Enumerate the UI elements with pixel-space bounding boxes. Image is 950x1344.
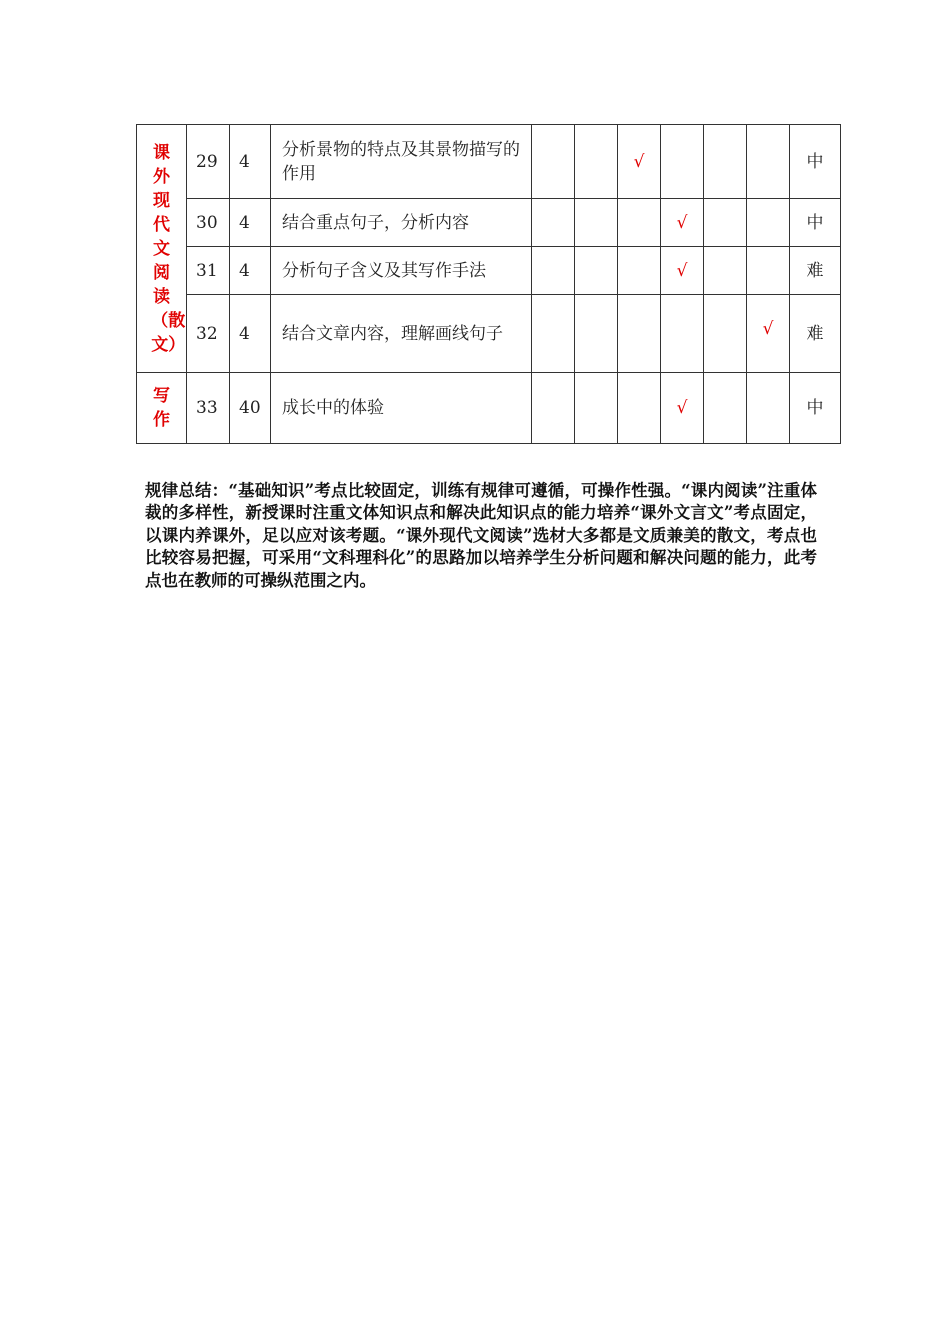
check-cell [747, 125, 790, 199]
check-cell [704, 199, 747, 247]
check-cell [747, 247, 790, 295]
question-score: 4 [230, 295, 271, 373]
check-cell [747, 199, 790, 247]
check-cell [661, 125, 704, 199]
question-number: 30 [187, 199, 230, 247]
section-label-writing: 写作 [137, 373, 187, 444]
check-cell [747, 373, 790, 444]
check-cell [618, 247, 661, 295]
check-cell [661, 247, 704, 295]
question-score: 4 [230, 199, 271, 247]
table-row [137, 125, 841, 199]
check-cell [575, 199, 618, 247]
question-content: 分析句子含义及其写作手法 [271, 247, 532, 295]
table-row [137, 295, 841, 373]
question-content: 分析景物的特点及其景物描写的作用 [271, 125, 532, 199]
check-cell [618, 125, 661, 199]
check-cell [575, 373, 618, 444]
check-mark-icon: √ [676, 398, 688, 418]
difficulty: 难 [790, 247, 841, 295]
check-cell [575, 247, 618, 295]
section-label-reading: 课外现代文阅读（散文） [137, 125, 187, 373]
question-number: 32 [187, 295, 230, 373]
question-score: 40 [230, 373, 271, 444]
check-mark-icon: √ [676, 260, 688, 281]
difficulty: 中 [790, 199, 841, 247]
check-mark-icon: √ [676, 212, 688, 233]
question-number: 33 [187, 373, 230, 444]
difficulty: 中 [790, 125, 841, 199]
check-cell [532, 373, 575, 444]
table-row [137, 199, 841, 247]
check-cell [661, 295, 704, 373]
check-cell [575, 125, 618, 199]
check-cell [618, 199, 661, 247]
check-cell [747, 295, 790, 373]
check-cell [661, 373, 704, 444]
check-cell [704, 373, 747, 444]
check-cell [661, 199, 704, 247]
question-number: 29 [187, 125, 230, 199]
question-number: 31 [187, 247, 230, 295]
question-score: 4 [230, 247, 271, 295]
check-cell [532, 125, 575, 199]
table-row [137, 247, 841, 295]
question-score: 4 [230, 125, 271, 199]
question-content: 结合文章内容，理解画线句子 [271, 295, 532, 373]
check-cell [704, 247, 747, 295]
check-cell [704, 125, 747, 199]
check-cell [618, 295, 661, 373]
check-cell [618, 373, 661, 444]
summary-paragraph: 规律总结：“基础知识”考点比较固定，训练有规律可遵循，可操作性强。“课内阅读”注重体裁的多样性，新授课时注重文体知识点和解决此知识点的能力培养“课外文言文”考点固定，以课内养课外，足以应对该考题。“课外现代文阅读”选材大多都是文质兼美的散文，考点也比较容易把握，可采用“文科理科化”的思路加以培养学生分析问题和解决问题的能力，此考点也在教师的可操纵范围之内。 [145, 480, 817, 590]
check-cell [704, 295, 747, 373]
question-content: 成长中的体验 [271, 373, 532, 444]
check-mark-icon: √ [633, 151, 645, 172]
difficulty: 难 [790, 295, 841, 373]
question-content: 结合重点句子，分析内容 [271, 199, 532, 247]
check-mark-icon: √ [762, 319, 774, 339]
exam-analysis-table [136, 124, 841, 444]
check-cell [532, 295, 575, 373]
difficulty: 中 [790, 373, 841, 444]
check-cell [575, 295, 618, 373]
check-cell [532, 199, 575, 247]
check-cell [532, 247, 575, 295]
table-row [137, 373, 841, 444]
